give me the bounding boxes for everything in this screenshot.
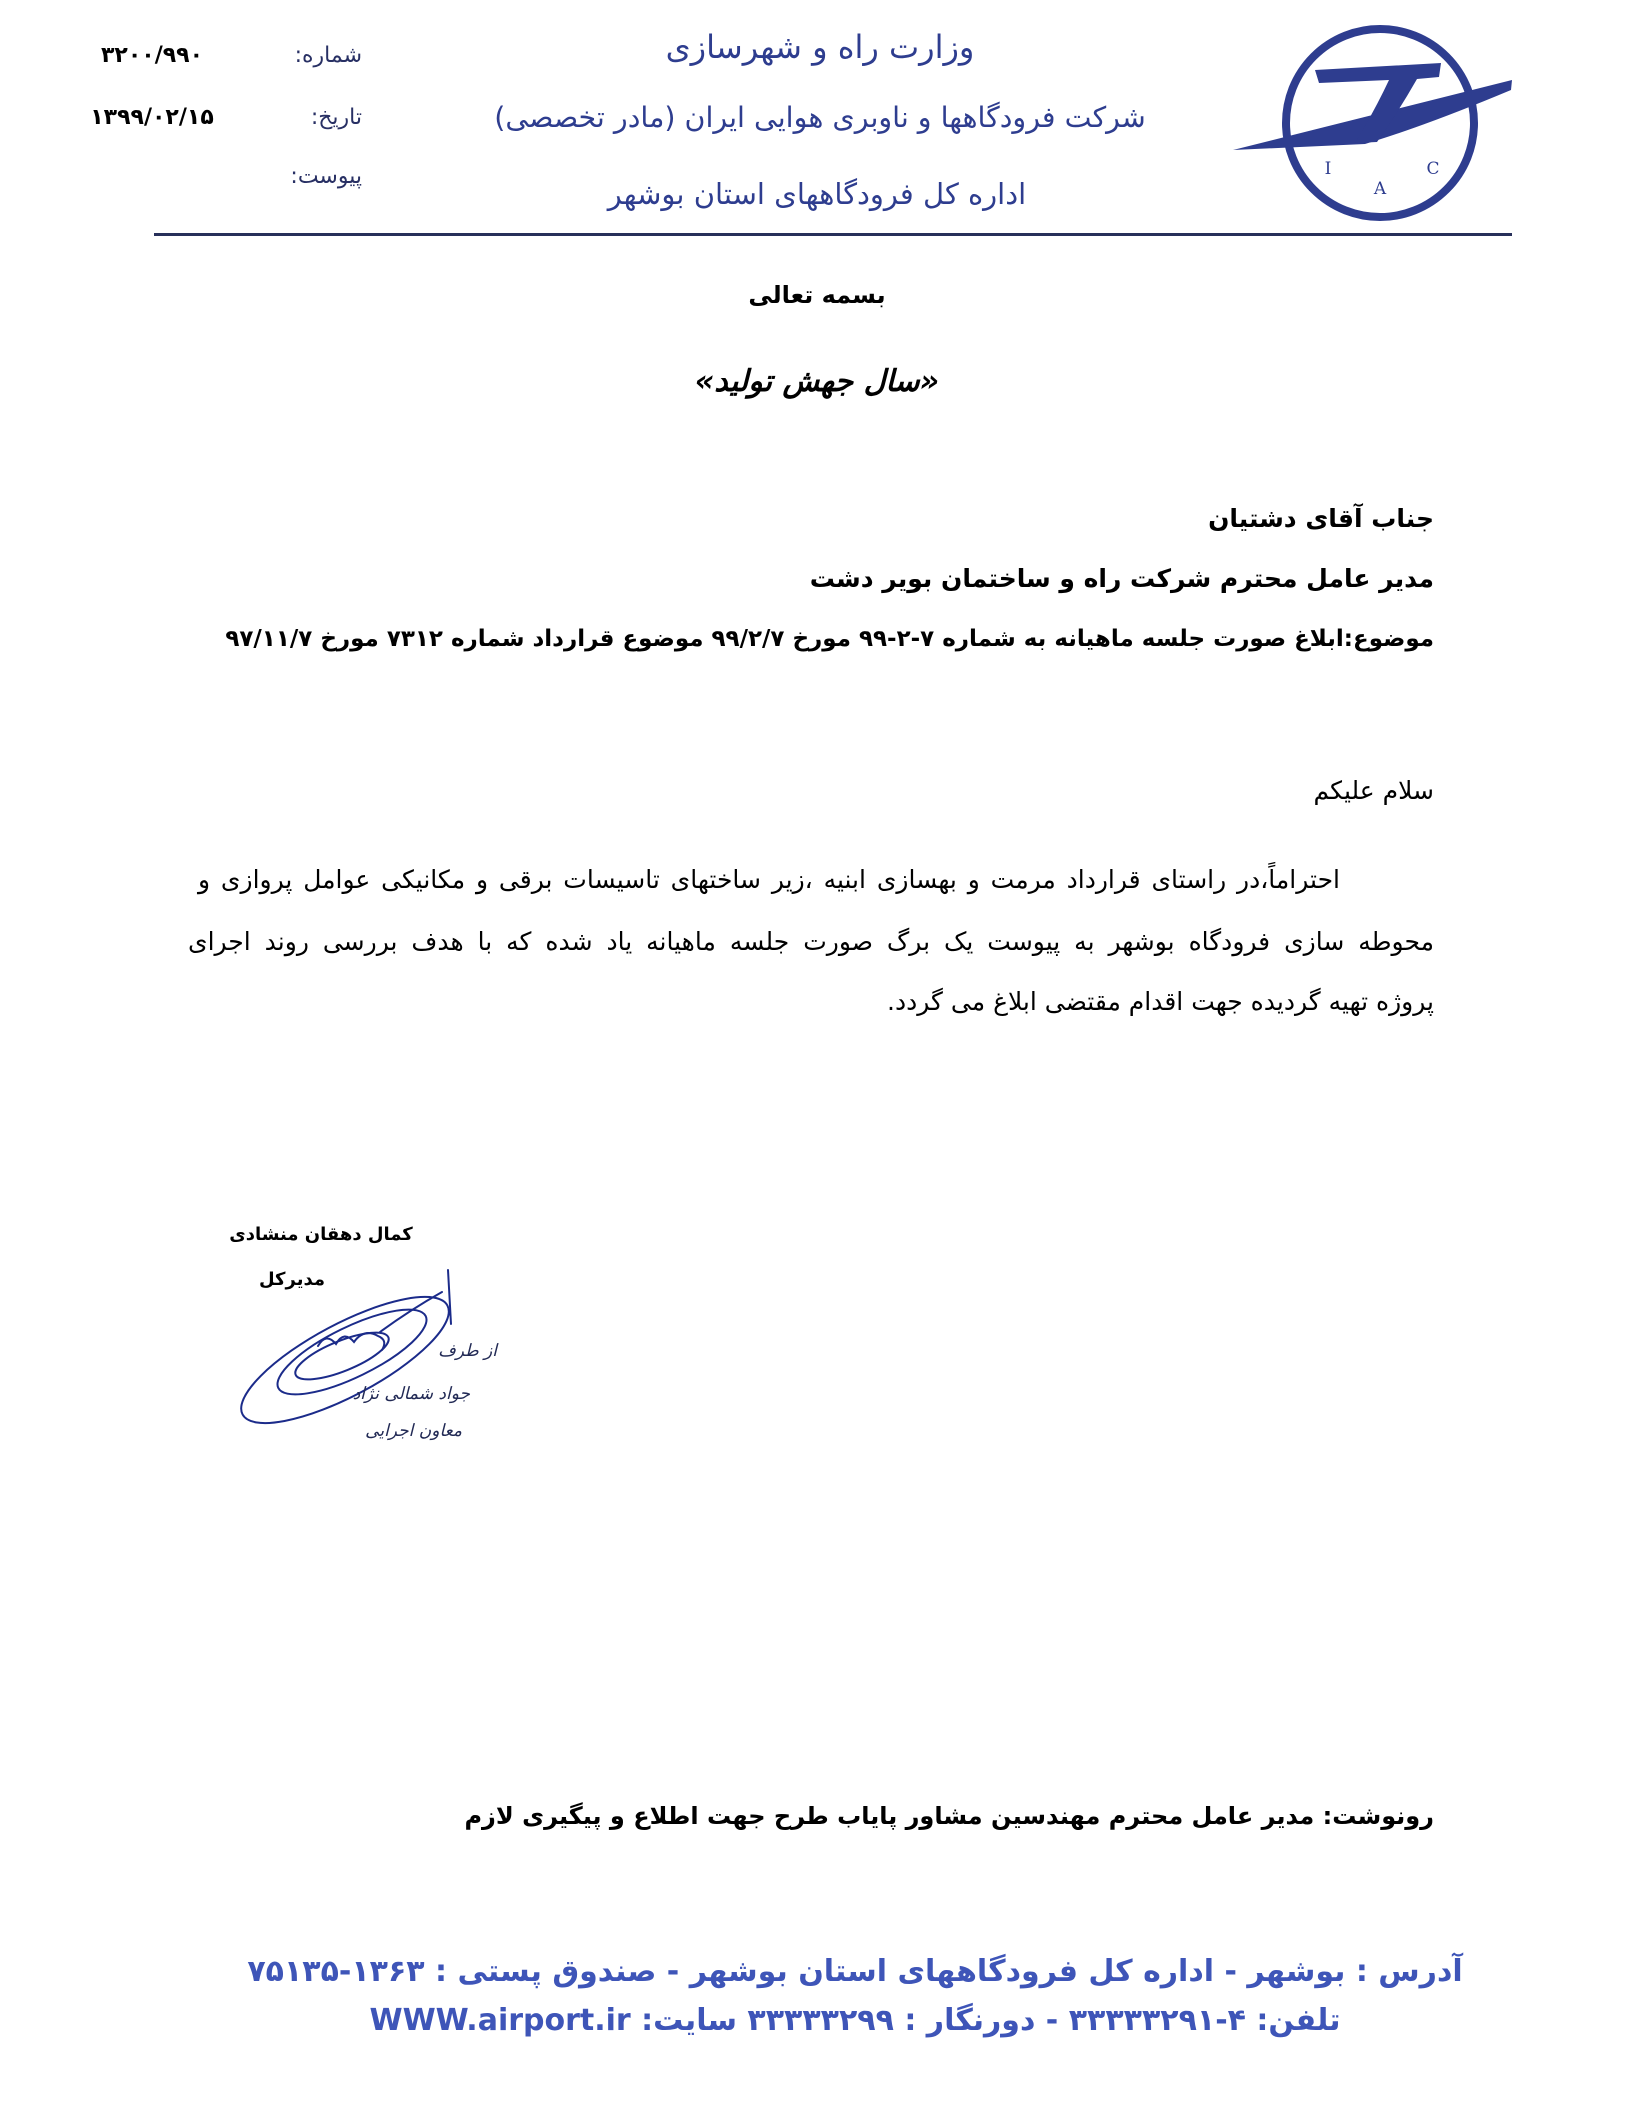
logo-letter-i: I xyxy=(1324,159,1332,179)
number-label: شماره: xyxy=(294,43,362,68)
date-label: تاریخ: xyxy=(310,105,362,130)
number-value: ۳۲۰۰/۹۹۰ xyxy=(100,43,204,68)
greeting: سلام علیکم xyxy=(1313,776,1434,805)
footer-contact: تلفن: ۴-۳۳۳۳۳۲۹۱ - دورنگار : ۳۳۳۳۳۲۹۹ سایت: WWW.airport.ir xyxy=(369,2003,1341,2038)
subject-line: موضوع:ابلاغ صورت جلسه ماهیانه به شماره ۷-۲-۹۹ مورخ ۹۹/۲/۷ موضوع قرارداد شماره ۷۳۱۲ مورخ ۹۷/۱۱/۷ xyxy=(225,626,1434,652)
recipient-name: جناب آقای دشتیان xyxy=(1208,504,1434,533)
deputy-title: معاون اجرایی xyxy=(365,1421,462,1441)
recipient-title: مدیر عامل محترم شرکت راه و ساختمان بویر دشت xyxy=(809,564,1434,593)
body-line-2: محوطه سازی فرودگاه بوشهر به پیوست یک برگ صورت جلسه ماهیانه یاد شده که با هدف بررسی روند اجرای xyxy=(188,927,1434,956)
airport-company-logo-icon xyxy=(1215,18,1525,223)
header-ministry: وزارت راه و شهرسازی xyxy=(665,28,975,66)
on-behalf-note: از طرف xyxy=(438,1341,497,1361)
invocation: بسمه تعالی xyxy=(748,281,886,309)
deputy-name: جواد شمالی نژاد xyxy=(352,1384,470,1404)
signatory-title: مدیرکل xyxy=(258,1269,326,1290)
logo-letter-a: A xyxy=(1373,179,1387,199)
header-divider xyxy=(154,233,1512,236)
header-department: اداره کل فرودگاههای استان بوشهر xyxy=(607,177,1027,211)
header-company: شرکت فرودگاهها و ناوبری هوایی ایران (مادر تخصصی) xyxy=(494,101,1146,134)
cc-line: رونوشت: مدیر عامل محترم مهندسین مشاور پایاب طرح جهت اطلاع و پیگیری لازم xyxy=(464,1802,1434,1830)
attachment-label: پیوست: xyxy=(290,164,362,189)
footer-address: آدرس : بوشهر - اداره کل فرودگاههای استان بوشهر - صندوق پستی : ۱۳۶۳-۷۵۱۳۵ xyxy=(247,1954,1463,1989)
body-line-1: احتراماً،در راستای قرارداد مرمت و بهسازی ابنیه ،زیر ساختهای تاسیسات برقی و مکانیکی عوامل پروازی و xyxy=(198,865,1340,894)
signatory-name: کمال دهقان منشادی xyxy=(229,1224,413,1245)
year-motto: «سال جهش تولید» xyxy=(694,364,940,399)
date-value: ۱۳۹۹/۰۲/۱۵ xyxy=(90,105,214,130)
logo-letter-c: C xyxy=(1426,159,1440,179)
body-line-3: پروژه تهیه گردیده جهت اقدام مقتضی ابلاغ می گردد. xyxy=(887,987,1434,1016)
